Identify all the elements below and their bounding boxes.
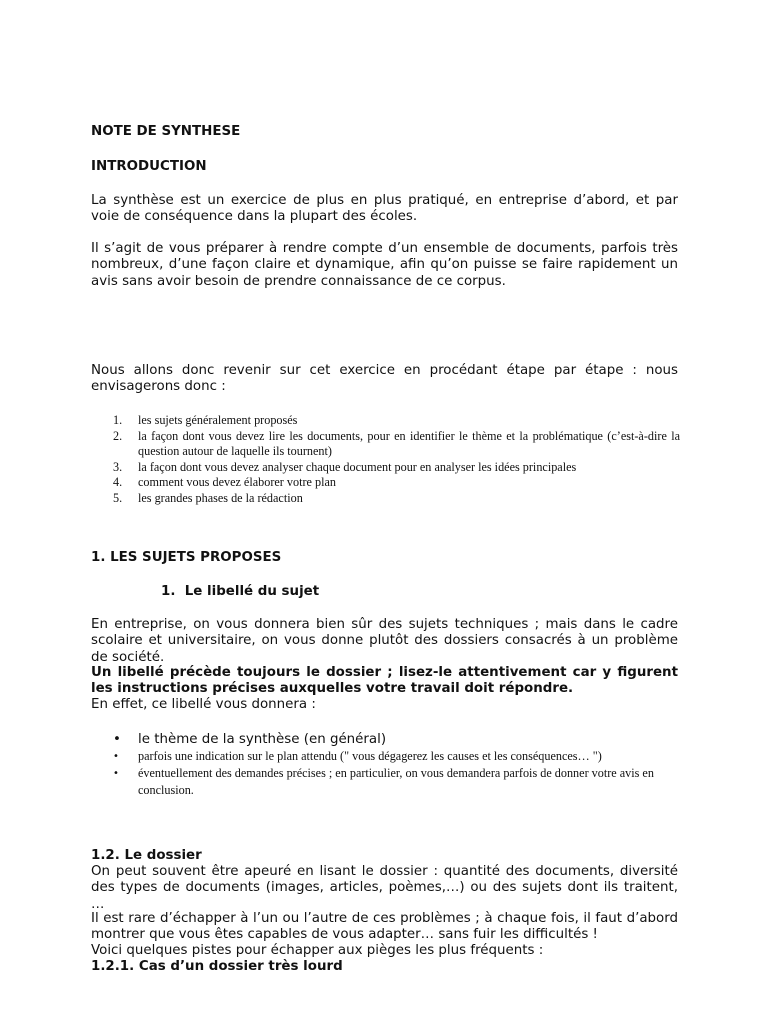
- subject-paragraph-1: En entreprise, on vous donnera bien sûr des sujets techniques ; mais dans le cadre scolaire et universitaire, on vous donne plutôt des dossiers consacrés à un problème de société.: [91, 617, 678, 665]
- plan-list-text: la façon dont vous devez analyser chaque document pour en analyser les idées principales: [138, 459, 577, 474]
- plan-list-text: les sujets généralement proposés: [138, 413, 298, 427]
- subject-bullet-list: [91, 731, 680, 799]
- subsection-1-2-1-heading: 1.2.1. Cas d’un dossier très lourd: [91, 959, 343, 974]
- plan-list-number: 3.: [113, 459, 123, 474]
- bullet-glyph: •: [113, 751, 119, 762]
- dossier-paragraph-2: Il est rare d’échapper à l’un ou l’autre de ces problèmes ; à chaque fois, il faut d’abord montrer que vous êtes capables de vous adapter… sans fuir les difficultés !: [91, 911, 678, 943]
- plan-list-item: [91, 475, 680, 491]
- plan-list-number: 5.: [113, 490, 123, 505]
- bullet-glyph: •: [113, 732, 121, 747]
- intro-paragraph-2: Il s’agit de vous préparer à rendre compte d’un ensemble de documents, parfois très nombreux, d’une façon claire et dynamique, afin qu’on puisse se faire rapidement un avis sans avoir besoin de prendre connaissance de ce corpus.: [91, 241, 678, 289]
- subsection-title: Le libellé du sujet: [184, 584, 320, 599]
- plan-list: [91, 413, 680, 507]
- plan-list-item: [91, 413, 680, 429]
- plan-list-text: les grandes phases de la rédaction: [138, 490, 303, 505]
- subject-paragraph-bold: Un libellé précède toujours le dossier ; lisez-le attentivement car y figurent les instructions précises auxquelles votre travail doit répondre.: [91, 665, 678, 697]
- plan-list-text: la façon dont vous devez lire les documents, pour en identifier le thème et la problématique (c’est-à-dire la question autour de laquelle ils tournent): [138, 428, 680, 459]
- bullet-item: [91, 748, 680, 765]
- intro-paragraph-1: La synthèse est un exercice de plus en plus pratiqué, en entreprise d’abord, et par voie de conséquence dans la plupart des écoles.: [91, 193, 678, 225]
- plan-list-number: 1.: [113, 413, 123, 427]
- plan-list-item: [91, 429, 680, 460]
- document-title: NOTE DE SYNTHESE: [91, 124, 241, 139]
- plan-list-number: 2.: [113, 428, 123, 443]
- plan-list-number: 4.: [113, 475, 123, 490]
- bullet-text: éventuellement des demandes précises ; en particulier, on vous demandera parfois de donner votre avis en conclusion.: [138, 766, 654, 797]
- subsection-1-1-heading: [161, 584, 319, 600]
- bullet-text: le thème de la synthèse (en général): [138, 732, 387, 747]
- section-1-heading: 1. LES SUJETS PROPOSES: [91, 550, 282, 565]
- introduction-heading: INTRODUCTION: [91, 159, 207, 174]
- subsection-number: 1.: [161, 584, 176, 599]
- bullet-text: parfois une indication sur le plan attendu (" vous dégagerez les causes et les conséquences… "): [138, 749, 602, 763]
- bullet-item: [91, 765, 680, 799]
- dossier-paragraph-1: On peut souvent être apeuré en lisant le dossier : quantité des documents, diversité des types de documents (images, articles, poèmes,…) ou des sujets dont ils traitent, …: [91, 864, 678, 912]
- subject-paragraph-3: En effet, ce libellé vous donnera :: [91, 697, 316, 712]
- plan-list-item: [91, 460, 680, 476]
- intro-paragraph-3: Nous allons donc revenir sur cet exercice en procédant étape par étape : nous envisagerons donc :: [91, 363, 678, 395]
- plan-list-item: [91, 491, 680, 507]
- dossier-paragraph-3: Voici quelques pistes pour échapper aux pièges les plus fréquents :: [91, 943, 544, 958]
- bullet-item: [91, 731, 680, 748]
- subsection-1-2-heading: 1.2. Le dossier: [91, 848, 202, 863]
- plan-list-text: comment vous devez élaborer votre plan: [138, 475, 336, 490]
- bullet-glyph: •: [113, 768, 119, 779]
